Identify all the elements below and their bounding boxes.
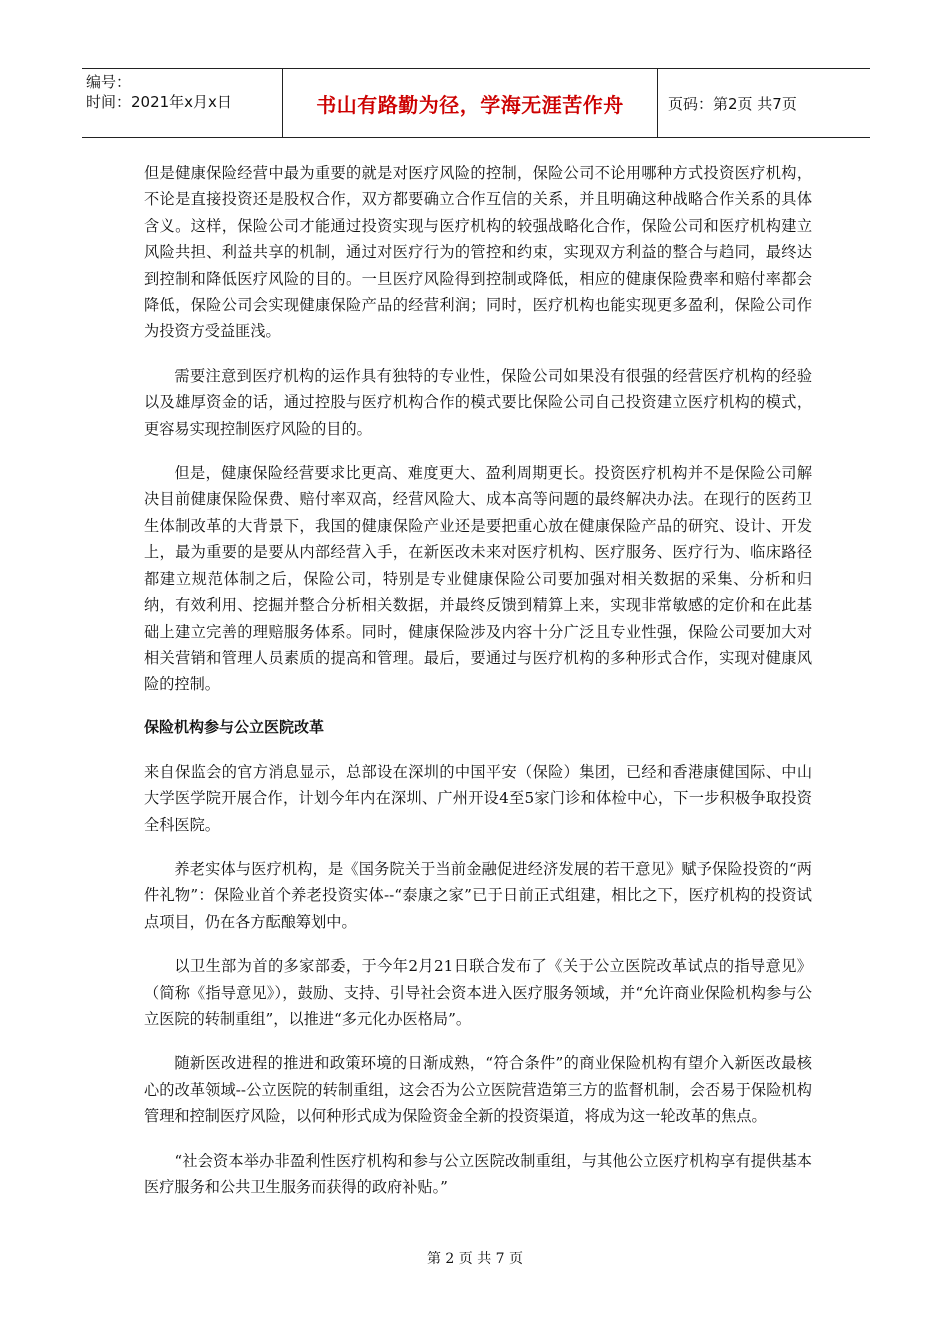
header-motto: 书山有路勤为径，学海无涯苦作舟 bbox=[316, 92, 624, 117]
section-paragraph-4: 随新医改进程的推进和政策环境的日渐成熟，“符合条件”的商业保险机构有望介入新医改最核心的改革领域--公立医院的转制重组，这会否为公立医院营造第三方的监督机制，会否易于保险机构管理和控制医疗风险，以何种形式成为保险资金全新的投资渠道，将成为这一轮改革的焦点。 bbox=[144, 1054, 812, 1126]
document-time-label: 时间：2021年x月x日 bbox=[86, 93, 232, 111]
document-code-label: 编号： bbox=[86, 73, 132, 91]
section-paragraph-2: 养老实体与医疗机构，是《国务院关于当前金融促进经济发展的若干意见》赋予保险投资的“两件礼物”：保险业首个养老投资实体--“泰康之家”已于日前正式组建，相比之下，医疗机构的投资试点项目，仍在各方酝酿筹划中。 bbox=[144, 859, 812, 931]
header-page-info: 页码：第2页 共7页 bbox=[668, 94, 797, 113]
section-paragraph-3: 以卫生部为首的多家部委，于今年2月21日联合发布了《关于公立医院改革试点的指导意见》（简称《指导意见》），鼓励、支持、引导社会资本进入医疗服务领域，并“允许商业保险机构参与公立医院的转制重组”，以推进“多元化办医格局”。 bbox=[144, 957, 812, 1028]
header-meta bbox=[82, 69, 282, 137]
body-paragraph-3: 但是，健康保险经营要求比更高、难度更大、盈利周期更长。投资医疗机构并不是保险公司解决目前健康保险保费、赔付率双高，经营风险大、成本高等问题的最终解决办法。在现行的医药卫生体制改革的大背景下，我国的健康保险产业还是要把重心放在健康保险产品的研究、设计、开发上，最为重要的是要从内部经营入手，在新医改未来对医疗机构、医疗服务、医疗行为、临床路径都建立规范体制之后，保险公司，特别是专业健康保险公司要加强对相关数据的采集、分析和归纳，有效利用、挖掘并整合分析相关数据，并最终反馈到精算上来，实现非常敏感的定价和在此基础上建立完善的理赔服务体系。同时，健康保险涉及内容十分广泛且专业性强，保险公司要加大对相关营销和管理人员素质的提高和管理。最后，要通过与医疗机构的多种形式合作，实现对健康风险的控制。 bbox=[144, 464, 812, 694]
body-paragraph-1: 但是健康保险经营中最为重要的就是对医疗风险的控制，保险公司不论用哪种方式投资医疗机构，不论是直接投资还是股权合作，双方都要确立合作互信的关系，并且明确这种战略合作关系的具体含义。这样，保险公司才能通过投资实现与医疗机构的较强战略化合作，保险公司和医疗机构建立风险共担、利益共享的机制，通过对医疗行为的管控和约束，实现双方利益的整合与趋同，最终达到控制和降低医疗风险的目的。一旦医疗风险得到控制或降低，相应的健康保险费率和赔付率都会降低，保险公司会实现健康保险产品的经营利润；同时，医疗机构也能实现更多盈利，保险公司作为投资方受益匪浅。 bbox=[144, 164, 812, 341]
page-header bbox=[82, 68, 870, 138]
header-motto-cell bbox=[282, 69, 658, 137]
document-body bbox=[144, 160, 812, 1218]
section-paragraph-5: “社会资本举办非盈利性医疗机构和参与公立医院改制重组，与其他公立医疗机构享有提供基本医疗服务和公共卫生服务而获得的政府补贴。” bbox=[144, 1151, 812, 1196]
page-footer: 第 2 页 共 7 页 bbox=[426, 1251, 524, 1267]
section-paragraph-1: 来自保监会的官方消息显示，总部设在深圳的中国平安（保险）集团，已经和香港康健国际、中山大学医学院开展合作，计划今年内在深圳、广州开设4至5家门诊和体检中心，下一步积极争取投资全科医院。 bbox=[144, 762, 812, 834]
section-heading: 保险机构参与公立医院改革 bbox=[144, 717, 325, 736]
body-paragraph-2: 需要注意到医疗机构的运作具有独特的专业性，保险公司如果没有很强的经营医疗机构的经验以及雄厚资金的话，通过控股与医疗机构合作的模式要比保险公司自己投资建立医疗机构的模式，更容易实现控制医疗风险的目的。 bbox=[144, 366, 812, 438]
